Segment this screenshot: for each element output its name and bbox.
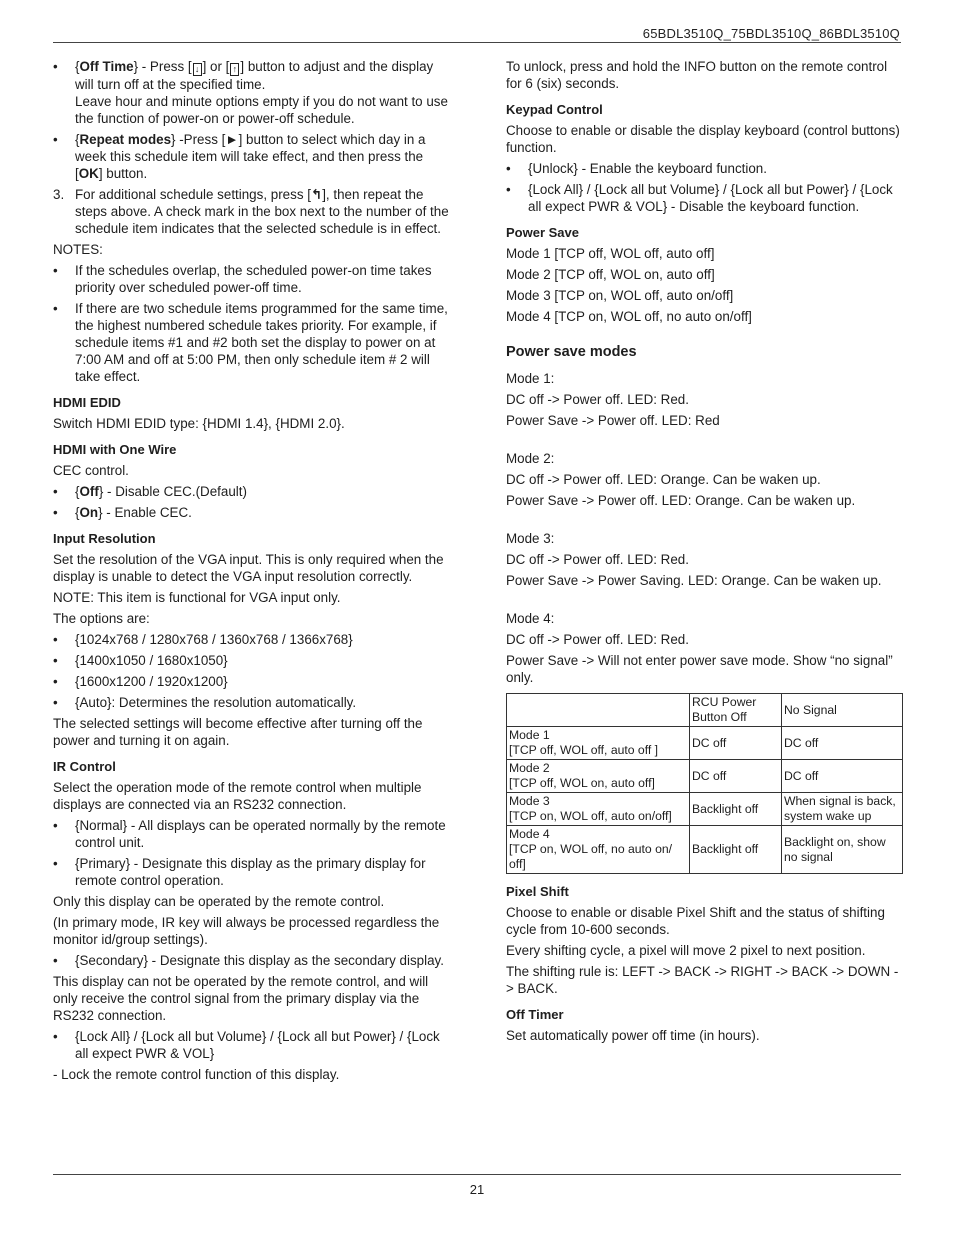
- mode-line: Power Save -> Power off. LED: Orange. Can be waken up.: [506, 493, 856, 508]
- bullet-icon: •: [53, 695, 58, 710]
- footer-divider: [53, 1174, 901, 1175]
- table-row: [507, 727, 903, 760]
- mode-line: Power Save -> Will not enter power save mode. Show “no signal” only.: [506, 653, 893, 685]
- bullet-icon: •: [506, 161, 511, 176]
- power-save-mode-4: Mode 4 [TCP on, WOL off, no auto on/off]: [506, 309, 752, 324]
- step-3: 3. For additional schedule settings, press [↰], then repeat the steps above. A check mark in the box next to the number of the schedule item indicates that the selected schedule is in effect.: [53, 187, 449, 236]
- bullet-icon: •: [53, 59, 58, 74]
- schedule-options-list: [53, 58, 453, 182]
- step-list: [53, 186, 453, 237]
- paragraph: NOTE: This item is functional for VGA input only.: [53, 590, 341, 605]
- page-number: 21: [469, 1182, 485, 1197]
- bullet-icon: •: [53, 653, 58, 668]
- power-save-mode-3: Mode 3 [TCP on, WOL off, auto on/off]: [506, 288, 734, 303]
- table-cell-mode: Mode 4 [TCP on, WOL off, no auto on/ off]: [507, 826, 690, 874]
- table-cell: DC off: [782, 760, 903, 793]
- table-cell-mode: Mode 1 [TCP off, WOL off, auto off ]: [507, 727, 690, 760]
- bullet-icon: •: [53, 856, 58, 871]
- list-item: • {Unlock} - Enable the keyboard function.: [506, 161, 767, 176]
- list-item: • {On} - Enable CEC.: [53, 505, 192, 520]
- table-row: [507, 826, 903, 874]
- list-item: • {Normal} - All displays can be operated normally by the remote control unit.: [53, 818, 446, 850]
- table-cell-mode: Mode 2 [TCP off, WOL on, auto off]: [507, 760, 690, 793]
- table-row: [507, 760, 903, 793]
- list-item: • {1024x768 / 1280x768 / 1360x768 / 1366x768}: [53, 632, 353, 647]
- bullet-icon: •: [53, 1029, 58, 1044]
- cec-options-list: [53, 483, 453, 521]
- paragraph: The options are:: [53, 611, 150, 626]
- list-item: • {Lock All} / {Lock all but Volume} / {Lock all but Power} / {Lock all expect PWR & VOL} - Disable the keyboard function.: [506, 182, 893, 214]
- mode-line: DC off -> Power off. LED: Orange. Can be waken up.: [506, 472, 821, 487]
- paragraph: The shifting rule is: LEFT -> BACK -> RIGHT -> BACK -> DOWN -> BACK.: [506, 964, 899, 996]
- bullet-icon: •: [53, 818, 58, 833]
- table-cell: Backlight on, show no signal: [782, 826, 903, 874]
- mode-label: Mode 3:: [506, 531, 555, 546]
- power-save-mode-1: Mode 1 [TCP off, WOL off, auto off]: [506, 246, 715, 261]
- off-timer-heading: Off Timer: [506, 1007, 564, 1022]
- mode-line: DC off -> Power off. LED: Red.: [506, 632, 689, 647]
- list-item-off-time: • {Off Time} - Press [ ↓ ] or [ ↑ ] button to adjust and the display will turn off at the specified time. Leave hour and minute options empty if you do not want to use the function of power-on or power-off schedule.: [53, 59, 448, 126]
- ir-options-list: [53, 817, 453, 889]
- table-cell: DC off: [782, 727, 903, 760]
- ir-secondary-list: [53, 952, 453, 969]
- ir-control-heading: IR Control: [53, 759, 116, 774]
- table-cell-mode: Mode 3 [TCP on, WOL off, auto on/off]: [507, 793, 690, 826]
- list-item: • {1400x1050 / 1680x1050}: [53, 653, 228, 668]
- list-item: • {Lock All} / {Lock all but Volume} / {Lock all but Power} / {Lock all expect PWR & VOL}: [53, 1029, 440, 1061]
- down-arrow-icon: ↓: [193, 63, 202, 76]
- hdmi-edid-heading: HDMI EDID: [53, 395, 121, 410]
- table-cell: DC off: [690, 727, 782, 760]
- table-cell: When signal is back, system wake up: [782, 793, 903, 826]
- header-divider: [53, 42, 901, 43]
- bullet-icon: •: [53, 632, 58, 647]
- mode-line: Power Save -> Power Saving. LED: Orange. Can be waken up.: [506, 573, 882, 588]
- table-header-cell: RCU Power Button Off: [690, 694, 782, 727]
- bullet-icon: •: [53, 953, 58, 968]
- power-save-heading: Power Save: [506, 225, 579, 240]
- bullet-icon: •: [53, 505, 58, 520]
- bullet-icon: •: [53, 132, 58, 147]
- paragraph: Choose to enable or disable the display keyboard (control buttons) function.: [506, 123, 900, 155]
- keypad-options-list: [506, 160, 902, 215]
- list-item: • {1600x1200 / 1920x1200}: [53, 674, 228, 689]
- paragraph: Set the resolution of the VGA input. This is only required when the display is unable to detect the VGA input resolution correctly.: [53, 552, 444, 584]
- right-arrow-icon: ►: [225, 132, 239, 147]
- bullet-icon: •: [53, 263, 58, 278]
- paragraph: (In primary mode, IR key will always be processed regardless the monitor id/group settings).: [53, 915, 440, 947]
- table-row: [507, 793, 903, 826]
- power-save-mode-2: Mode 2 [TCP off, WOL on, auto off]: [506, 267, 715, 282]
- paragraph: Every shifting cycle, a pixel will move 2 pixel to next position.: [506, 943, 866, 958]
- unlock-text: To unlock, press and hold the INFO button on the remote control for 6 (six) seconds.: [506, 59, 888, 91]
- list-item: • If the schedules overlap, the scheduled power-on time takes priority over scheduled power-off time.: [53, 263, 432, 295]
- bullet-icon: •: [53, 301, 58, 316]
- paragraph: Only this display can be operated by the remote control.: [53, 894, 385, 909]
- list-item: • {Secondary} - Designate this display as the secondary display.: [53, 953, 444, 968]
- paragraph: The selected settings will become effective after turning off the power and turning it on again.: [53, 716, 423, 748]
- mode-label: Mode 2:: [506, 451, 555, 466]
- table-header-row: [507, 694, 903, 727]
- keypad-control-heading: Keypad Control: [506, 102, 603, 117]
- table-header-cell: [507, 694, 690, 727]
- power-mode-table: [506, 693, 903, 874]
- paragraph: This display can not be operated by the remote control, and will only receive the control signal from the primary display via the RS232 connection.: [53, 974, 429, 1023]
- list-item: • {Off} - Disable CEC.(Default): [53, 484, 247, 499]
- header-model-number: 65BDL3510Q_75BDL3510Q_86BDL3510Q: [642, 26, 900, 41]
- hdmi-one-wire-heading: HDMI with One Wire: [53, 442, 177, 457]
- paragraph: Set automatically power off time (in hours).: [506, 1028, 760, 1043]
- table-cell: Backlight off: [690, 793, 782, 826]
- paragraph: - Lock the remote control function of this display.: [53, 1067, 340, 1082]
- hdmi-edid-text: Switch HDMI EDID type: {HDMI 1.4}, {HDMI 2.0}.: [53, 416, 345, 431]
- list-item: • {Primary} - Designate this display as the primary display for remote control operation.: [53, 856, 426, 888]
- bullet-icon: •: [53, 674, 58, 689]
- table-cell: Backlight off: [690, 826, 782, 874]
- notes-list: [53, 262, 453, 385]
- up-arrow-icon: ↑: [230, 63, 239, 76]
- mode-label: Mode 1:: [506, 371, 555, 386]
- pixel-shift-heading: Pixel Shift: [506, 884, 569, 899]
- mode-label: Mode 4:: [506, 611, 555, 626]
- mode-line: Power Save -> Power off. LED: Red: [506, 413, 720, 428]
- right-column: [506, 58, 902, 1048]
- table-cell: DC off: [690, 760, 782, 793]
- power-save-modes-heading: Power save modes: [506, 344, 637, 360]
- bullet-icon: •: [506, 182, 511, 197]
- resolution-options-list: [53, 631, 453, 711]
- table-header-cell: No Signal: [782, 694, 903, 727]
- mode-line: DC off -> Power off. LED: Red.: [506, 552, 689, 567]
- list-item: • If there are two schedule items programmed for the same time, the highest numbered schedule takes priority. For example, if schedule items #1 and #2 both set the display to power on at 7:00 AM and off at 5:00 PM, then only schedule item # 2 will take effect.: [53, 301, 448, 384]
- ir-lock-list: [53, 1028, 453, 1062]
- back-icon: ↰: [310, 187, 323, 202]
- hdmi-one-wire-text: CEC control.: [53, 463, 129, 478]
- notes-label: NOTES:: [53, 242, 103, 257]
- mode-line: DC off -> Power off. LED: Red.: [506, 392, 689, 407]
- paragraph: Select the operation mode of the remote control when multiple displays are connected via an RS232 connection.: [53, 780, 422, 812]
- list-item-repeat-modes: • {Repeat modes} -Press [►] button to select which day in a week this schedule item will take effect, and then press the [OK] button.: [53, 132, 426, 181]
- bullet-icon: •: [53, 484, 58, 499]
- left-column: [53, 58, 453, 1087]
- paragraph: Choose to enable or disable Pixel Shift and the status of shifting cycle from 10-600 seconds.: [506, 905, 885, 937]
- input-resolution-heading: Input Resolution: [53, 531, 156, 546]
- list-item: • {Auto}: Determines the resolution automatically.: [53, 695, 357, 710]
